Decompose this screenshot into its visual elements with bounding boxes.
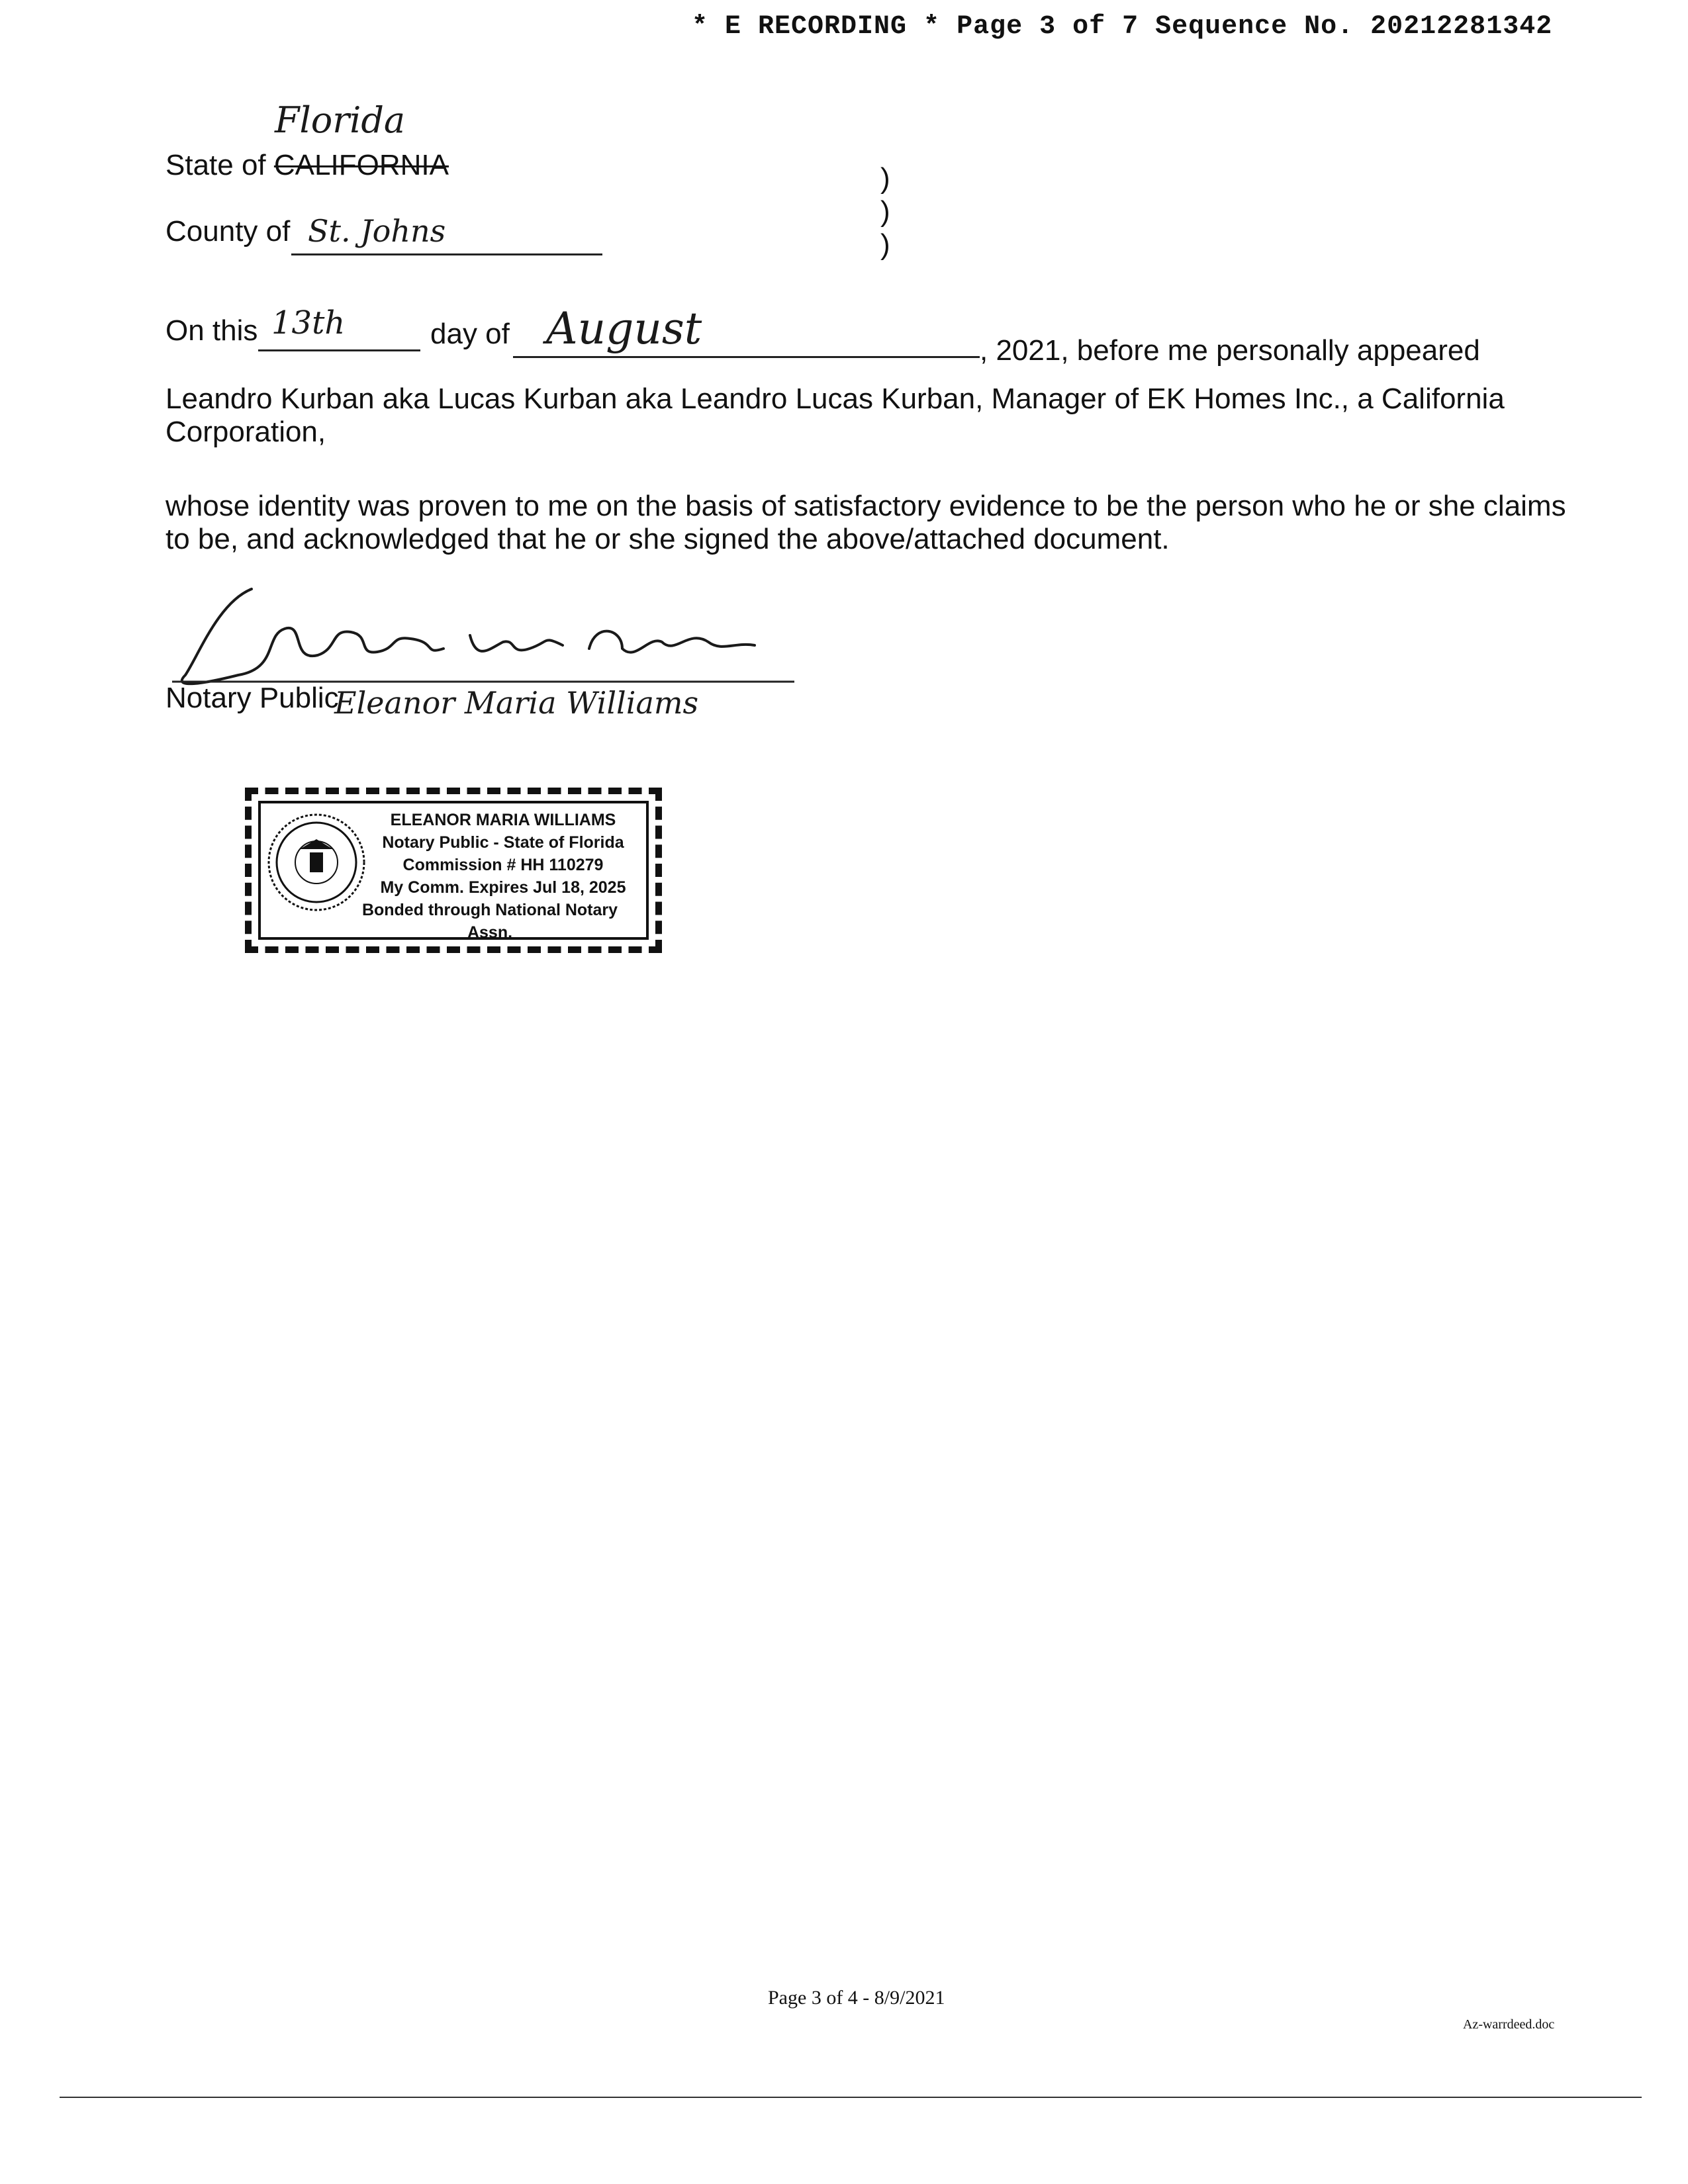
paren-1: ) [880, 162, 890, 195]
bottom-rule [60, 2097, 1642, 2098]
month-handwritten: August [546, 303, 702, 354]
notary-public-label: Notary Public [165, 682, 339, 714]
county-label: County of [165, 215, 291, 248]
state-handwritten: Florida [275, 99, 406, 141]
stamp-line-state: Notary Public - State of Florida [382, 833, 624, 852]
stamp-name: ELEANOR MARIA WILLIAMS [390, 811, 616, 829]
stamp-text-block [361, 809, 635, 944]
page-footer-info: Page 3 of 4 - 8/9/2021 [768, 1987, 945, 2009]
year-text: , 2021, before me personally appeared [980, 334, 1480, 367]
stamp-line-expires: My Comm. Expires Jul 18, 2025 [380, 878, 626, 897]
day-handwritten: 13th [271, 304, 346, 341]
notary-printed-name: Eleanor Maria Williams [334, 685, 699, 721]
file-name: Az-warrdeed.doc [1463, 2017, 1555, 2032]
state-label [165, 149, 449, 182]
recording-header: * E RECORDING * Page 3 of 7 Sequence No. 20212281342 [692, 12, 1553, 42]
notary-stamp [245, 788, 662, 953]
notary-signature [159, 576, 808, 695]
on-this-label: On this [165, 314, 258, 347]
county-handwritten: St. Johns [308, 213, 446, 249]
identity-statement: whose identity was proven to me on the basis of satisfactory evidence to be the person who he or she claims to be, and acknowledged that he or she signed the above/attached document. [165, 490, 1566, 555]
stamp-line-bonded: Bonded through National Notary Assn. [361, 901, 618, 942]
paren-2: ) [880, 195, 890, 228]
state-label-text: State of [165, 149, 266, 181]
stamp-line-commission: Commission # HH 110279 [402, 856, 604, 874]
appeared-person: Leandro Kurban aka Lucas Kurban aka Leandro Lucas Kurban, Manager of EK Homes Inc., a California Corporation, [165, 383, 1505, 448]
state-printed-struck: CALIFORNIA [273, 149, 449, 181]
day-of-label: day of [430, 318, 510, 350]
paren-3: ) [880, 228, 890, 261]
